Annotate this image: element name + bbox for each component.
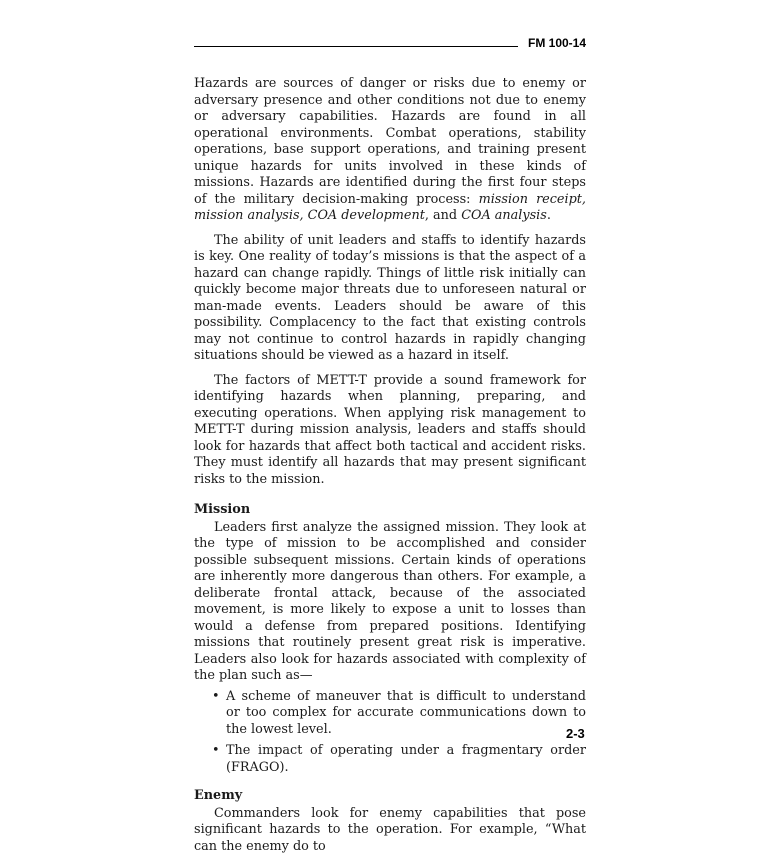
- section-heading-mission: Mission: [194, 502, 586, 519]
- paragraph-end: .: [547, 208, 551, 223]
- section-heading-enemy: Enemy: [194, 788, 586, 805]
- paragraph-hazards-definition: [194, 76, 586, 225]
- header-rule: [194, 46, 518, 47]
- page-body: [194, 76, 586, 855]
- paragraph-text: Hazards are sources of danger or risks due to enemy or adversary presence and other conditions not due to enemy or adversary capabilities. Hazards are found in all operational environments. Combat operations, stability operations, base support operations, and training present unique hazards for units involved in these kinds of missions. Hazards are identified during the first four steps of the military decision-making process:: [194, 76, 586, 207]
- paragraph-enemy: Commanders look for enemy capabilities that pose significant hazards to the operation. For example, “What can the enemy do to: [194, 806, 586, 855]
- paragraph-identify-hazards: The ability of unit leaders and staffs to identify hazards is key. One reality of today’s missions is that the aspect of a hazard can change rapidly. Things of little risk initially can quickly become major threats due to unforeseen natural or man-made events. Leaders should be aware of this possibility. Complacency to the fact that existing controls may not continue to control hazards in rapidly changing situations should be viewed as a hazard in itself.: [194, 233, 586, 365]
- manual-code: FM 100-14: [528, 36, 586, 50]
- mission-bullet-list: [194, 689, 586, 777]
- paragraph-mission: Leaders first analyze the assigned mission. They look at the type of mission to be accomplished and consider possible subsequent missions. Certain kinds of operations are inherently more dangerous than others. For example, a deliberate frontal attack, because of the associated movement, is more likely to expose a unit to losses than would a defense from prepared positions. Identifying missions that routinely present great risk is imperative. Leaders also look for hazards associated with complexity of the plan such as—: [194, 520, 586, 685]
- italic-steps-2: COA analysis: [461, 208, 547, 223]
- paragraph-mett-t: The factors of METT-T provide a sound framework for identifying hazards when planning, preparing, and executing operations. When applying risk management to METT-T during mission analysis, leaders and staffs should look for hazards that affect both tactical and accident risks. They must identify all hazards that may present significant risks to the mission.: [194, 373, 586, 489]
- italic-steps-1: mission receipt, mission analysis, COA development: [194, 192, 586, 224]
- paragraph-joiner: , and: [425, 208, 461, 223]
- page-number: 2-3: [566, 726, 585, 741]
- list-item: • The impact of operating under a fragmentary order (FRAGO).: [194, 743, 586, 776]
- list-item: • A scheme of maneuver that is difficult to understand or too complex for accurate communications down to the lowest level.: [194, 689, 586, 739]
